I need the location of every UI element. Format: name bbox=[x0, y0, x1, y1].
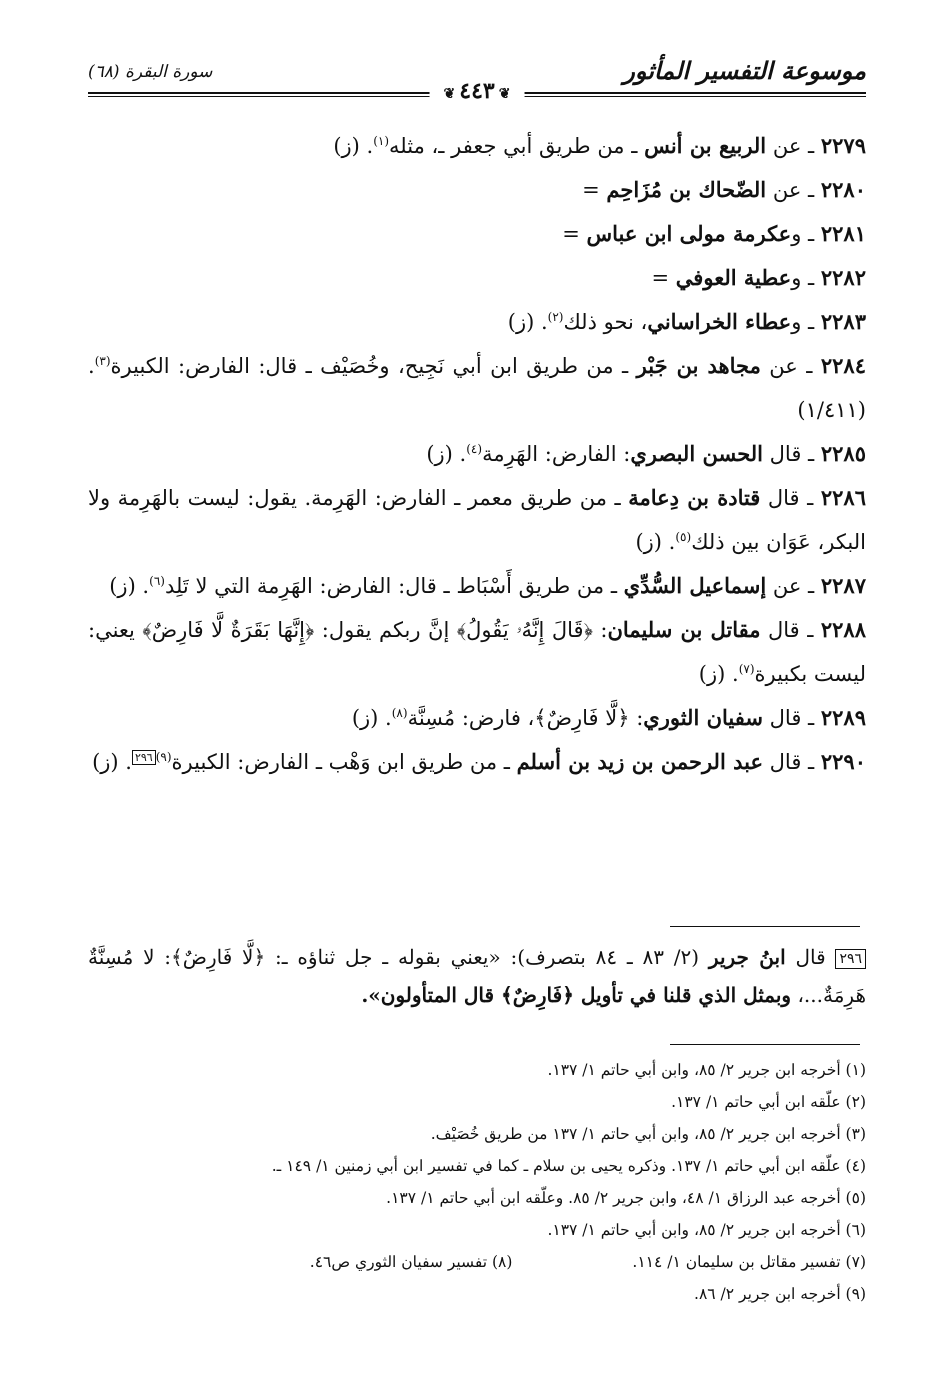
entry-prefix: ـ قال bbox=[760, 486, 814, 510]
entry-text: ـ من طريق ابن وَهْب ـ الفارض: الكبيرة bbox=[171, 750, 517, 774]
entry-text: = bbox=[562, 222, 587, 246]
footnote: (١) أخرجه ابن جرير ٢/ ٨٥، وابن أبي حاتم ١/ ١٣٧. bbox=[547, 1061, 866, 1079]
entry-prefix: ـ عن bbox=[766, 134, 815, 158]
footnote-ref: (٦) bbox=[149, 574, 165, 588]
entry-prefix: ـ عن bbox=[760, 354, 813, 378]
entry-number: ٢٢٨٧ bbox=[820, 573, 866, 598]
footnote-ref: (٢) bbox=[547, 310, 564, 324]
entry-number: ٢٢٧٩ bbox=[820, 133, 866, 158]
entry-text: ـ من طريق معمر ـ الفارض: الهَرِمة. يقول: ليست بالهَرِمة ولا البكر، عَوَان بين ذلك bbox=[88, 486, 866, 554]
entry bbox=[88, 432, 866, 476]
footnote-ref: (٧) bbox=[738, 662, 755, 676]
narrator-name: عكرمة مولى ابن عباس bbox=[586, 221, 792, 246]
entry-prefix: ـ عن bbox=[766, 178, 815, 202]
entry-text: = bbox=[582, 178, 607, 202]
entry-number: ٢٢٨٨ bbox=[820, 617, 866, 642]
narrator-name: عبد الرحمن بن زيد بن أسلم bbox=[516, 749, 763, 774]
commentary-separator bbox=[670, 926, 860, 927]
entry-text: : ﴿لَّا فَارِضٌ﴾، فارض: مُسِنَّة bbox=[407, 706, 644, 730]
page-number-block bbox=[430, 78, 525, 104]
entry-text: : الفارض: الهَرِمة bbox=[482, 442, 631, 466]
entry-prefix: ـ قال bbox=[762, 706, 815, 730]
entry-end: . (ز) bbox=[635, 530, 676, 554]
entry-number: ٢٢٨٩ bbox=[820, 705, 866, 730]
footnote-ref: (٥) bbox=[675, 530, 692, 544]
entry-end: . (ز) bbox=[698, 662, 739, 686]
commentary-block bbox=[88, 938, 866, 1014]
entry-number: ٢٢٨٥ bbox=[820, 441, 866, 466]
commentary-number-box: ٢٩٦ bbox=[835, 949, 866, 969]
entry-number: ٢٢٨٤ bbox=[820, 353, 866, 378]
entry-end: . (ز) bbox=[333, 134, 374, 158]
footnotes-separator bbox=[670, 1044, 860, 1045]
footnote-ref: (٩) bbox=[155, 750, 172, 764]
footnote-ref: (٤) bbox=[466, 442, 483, 456]
entry-prefix: ـ قال bbox=[762, 442, 815, 466]
footnote: (٦) أخرجه ابن جرير ٢/ ٨٥، وابن أبي حاتم ١/ ١٣٧. bbox=[547, 1221, 866, 1239]
entry-number: ٢٢٨١ bbox=[820, 221, 866, 246]
footnote: (٥) أخرجه عبد الرزاق ١/ ٤٨، وابن جرير ٢/ ٨٥. وعلّقه ابن أبي حاتم ١/ ١٣٧. bbox=[386, 1189, 866, 1207]
entry bbox=[88, 124, 866, 168]
entry bbox=[88, 740, 866, 784]
page-header bbox=[88, 52, 866, 112]
ornament-icon: ❦ bbox=[443, 86, 456, 102]
entry-end: . (ز) bbox=[507, 310, 548, 334]
narrator-name: قتادة بن دِعامة bbox=[628, 485, 761, 510]
footnote-ref: (١) bbox=[373, 134, 390, 148]
commentary-bold-text: وبمثل الذي قلنا في تأويل ﴿فَارِضٌ﴾ قال المتأولون». bbox=[361, 983, 792, 1007]
entry-text: ـ من طريق ابن أبي نَجِيح، وخُصَيْف ـ قال: الفارض: الكبيرة bbox=[110, 354, 637, 378]
entry bbox=[88, 608, 866, 696]
footnote: (٩) أخرجه ابن جرير ٢/ ٨٦. bbox=[694, 1285, 866, 1303]
entry-end: . (ز) bbox=[351, 706, 392, 730]
footnotes bbox=[88, 1054, 866, 1310]
footnote: (٤) علّقه ابن أبي حاتم ١/ ١٣٧. وذكره يحيى بن سلام ـ كما في تفسير ابن أبي زمنين ١/ ١٤٩ ـ. bbox=[271, 1157, 866, 1175]
narrator-name: الضّحاك بن مُزَاحِم bbox=[606, 177, 767, 202]
entry-prefix: ـ و bbox=[791, 222, 815, 246]
entry-end: . (ز) bbox=[426, 442, 467, 466]
entry-text: = bbox=[651, 266, 676, 290]
entry-number: ٢٢٩٠ bbox=[820, 749, 866, 774]
commentary-author: ابنُ جرير bbox=[708, 945, 786, 969]
entry-text: : ﴿قَالَ إِنَّهُۥ يَقُولُ﴾ إنَّ ربكم يقول: ﴿إِنَّهَا بَقَرَةٌ لَّا فَارِضٌ﴾ يعني: ليست بكبيرة bbox=[88, 618, 866, 686]
entry-text: ـ من طريق أَسْبَاط ـ قال: الفارض: الهَرِمة التي لا تَلِد bbox=[164, 574, 624, 598]
entry-number: ٢٢٨٣ bbox=[820, 309, 866, 334]
entry-prefix: ـ عن bbox=[766, 574, 815, 598]
entry-number: ٢٢٨٢ bbox=[820, 265, 866, 290]
entry-end: . (١/٤١١) bbox=[88, 354, 866, 422]
footnote: (٢) علّقه ابن أبي حاتم ١/ ١٣٧. bbox=[671, 1093, 866, 1111]
footnote-row bbox=[88, 1246, 866, 1278]
entry bbox=[88, 344, 866, 432]
footnote-ref: (٣) bbox=[94, 354, 111, 368]
entry-prefix: ـ قال bbox=[760, 618, 814, 642]
entry bbox=[88, 256, 866, 300]
entry bbox=[88, 476, 866, 564]
book-title: موسوعة التفسير المأثور bbox=[623, 56, 866, 85]
surah-label: سورة البقرة (٦٨) bbox=[88, 62, 213, 82]
entry-number: ٢٢٨٦ bbox=[820, 485, 866, 510]
entries-list bbox=[88, 124, 866, 784]
entry-end: . (ز) bbox=[92, 750, 132, 774]
entry bbox=[88, 696, 866, 740]
footnote: (٧) تفسير مقاتل بن سليمان ١/ ١١٤. bbox=[632, 1253, 866, 1271]
entry-prefix: ـ و bbox=[791, 310, 815, 334]
narrator-name: مقاتل بن سليمان bbox=[607, 617, 761, 642]
entry-text: ـ من طريق أبي جعفر ـ، مثله bbox=[389, 134, 645, 158]
narrator-name: الربيع بن أنس bbox=[644, 133, 767, 158]
commentary-prefix: قال bbox=[785, 945, 836, 969]
narrator-name: سفيان الثوري bbox=[643, 705, 763, 730]
narrator-name: عطاء الخراساني bbox=[647, 309, 792, 334]
narrator-name: إسماعيل السُّدِّي bbox=[623, 573, 767, 598]
footnote-ref: (٨) bbox=[391, 706, 408, 720]
narrator-name: مجاهد بن جَبْر bbox=[636, 353, 761, 378]
entry bbox=[88, 564, 866, 608]
entry-number: ٢٢٨٠ bbox=[820, 177, 866, 202]
commentary-text: (٢/ ٨٣ ـ ٨٤ بتصرف): «يعني بقوله ـ جل ثناؤه ـ: ﴿لَّا فَارِضٌ﴾: لا مُسِنَّةٌ هَرِمَةٌ...، bbox=[88, 945, 866, 1007]
entry-text: ، نحو ذلك bbox=[563, 310, 648, 334]
narrator-name: عطية العوفي bbox=[675, 265, 792, 290]
entry-prefix: ـ قال bbox=[762, 750, 815, 774]
entry-end: . (ز) bbox=[109, 574, 150, 598]
narrator-name: الحسن البصري bbox=[630, 441, 763, 466]
entry bbox=[88, 168, 866, 212]
ornament-icon: ❦ bbox=[498, 86, 511, 102]
entry bbox=[88, 212, 866, 256]
entry bbox=[88, 300, 866, 344]
page-number: ٤٤٣ bbox=[459, 78, 495, 104]
commentary-ref-box: ٢٩٦ bbox=[132, 750, 156, 765]
footnote: (٣) أخرجه ابن جرير ٢/ ٨٥، وابن أبي حاتم ١/ ١٣٧ من طريق خُصَيْف. bbox=[430, 1125, 866, 1143]
entry-prefix: ـ و bbox=[791, 266, 815, 290]
footnote: (٨) تفسير سفيان الثوري ص٤٦. bbox=[309, 1253, 513, 1271]
